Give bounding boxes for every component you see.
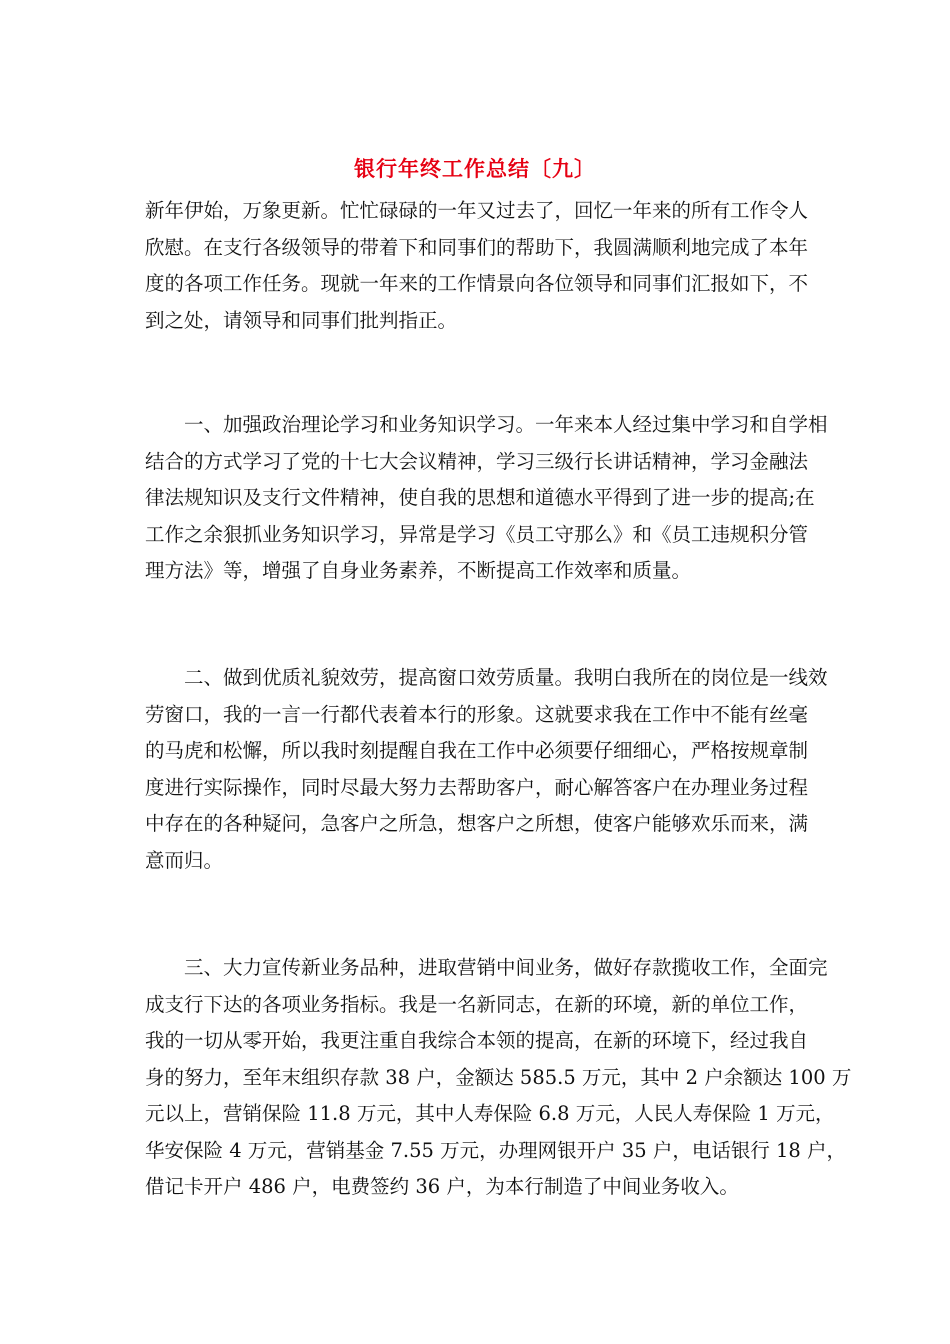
paragraph-line: 意而归。 xyxy=(145,848,224,872)
paragraph-section-3 xyxy=(145,950,852,1206)
paragraph-line: 的马虎和松懈，所以我时刻提醒自我在工作中必须要仔细细心，严格按规章制 xyxy=(145,739,809,762)
paragraph-line: 华安保险 4 万元，营销基金 7.55 万元，办理网银开户 35 户，电话银行 18 户， xyxy=(145,1138,847,1162)
paragraph-line: 结合的方式学习了党的十七大会议精神，学习三级行长讲话精神，学习金融法 xyxy=(145,449,809,473)
paragraph-line: 度进行实际操作，同时尽最大努力去帮助客户，耐心解答客户在办理业务过程 xyxy=(145,775,809,799)
paragraph-line: 中存在的各种疑问，急客户之所急，想客户之所想，使客户能够欢乐而来，满 xyxy=(145,812,809,835)
paragraph-line: 身的努力，至年末组织存款 38 户，金额达 585.5 万元，其中 2 户余额达 100 万 xyxy=(145,1065,852,1089)
paragraph-line: 律法规知识及支行文件精神，使自我的思想和道德水平得到了进一步的提高;在 xyxy=(145,486,815,509)
paragraph-line: 度的各项工作任务。现就一年来的工作情景向各位领导和同事们汇报如下，不 xyxy=(145,272,809,295)
paragraph-line: 欣慰。在支行各级领导的带着下和同事们的帮助下，我圆满顺利地完成了本年 xyxy=(145,235,809,259)
paragraph-line: 元以上，营销保险 11.8 万元，其中人寿保险 6.8 万元，人民人寿保险 1 万元， xyxy=(145,1102,835,1125)
paragraph-line: 新年伊始，万象更新。忙忙碌碌的一年又过去了，回忆一年来的所有工作令人 xyxy=(145,199,809,222)
paragraph-line: 三、大力宣传新业务品种，进取营销中间业务，做好存款揽收工作，全面完 xyxy=(184,956,828,979)
paragraph-line: 成支行下达的各项业务指标。我是一名新同志，在新的环境，新的单位工作， xyxy=(145,992,809,1016)
paragraph-line: 一、加强政治理论学习和业务知识学习。一年来本人经过集中学习和自学相 xyxy=(184,413,828,436)
document-title: 银行年终工作总结〔九〕 xyxy=(354,157,596,181)
paragraph-line: 借记卡开户 486 户，电费签约 36 户，为本行制造了中间业务收入。 xyxy=(145,1175,739,1198)
paragraph-line: 二、做到优质礼貌效劳，提高窗口效劳质量。我明白我所在的岗位是一线效 xyxy=(184,666,828,689)
paragraph-line: 理方法》等，增强了自身业务素养，不断提高工作效率和质量。 xyxy=(145,559,692,582)
paragraph-section-1 xyxy=(145,407,828,590)
paragraph-intro xyxy=(145,193,809,339)
paragraph-line: 工作之余狠抓业务知识学习，异常是学习《员工守那么》和《员工违规积分管 xyxy=(145,522,809,546)
paragraph-section-2 xyxy=(145,660,828,879)
paragraph-line: 劳窗口，我的一言一行都代表着本行的形象。这就要求我在工作中不能有丝毫 xyxy=(145,702,809,726)
paragraph-line: 我的一切从零开始，我更注重自我综合本领的提高，在新的环境下，经过我自 xyxy=(145,1029,809,1052)
paragraph-line: 到之处，请领导和同事们批判指正。 xyxy=(145,308,458,332)
